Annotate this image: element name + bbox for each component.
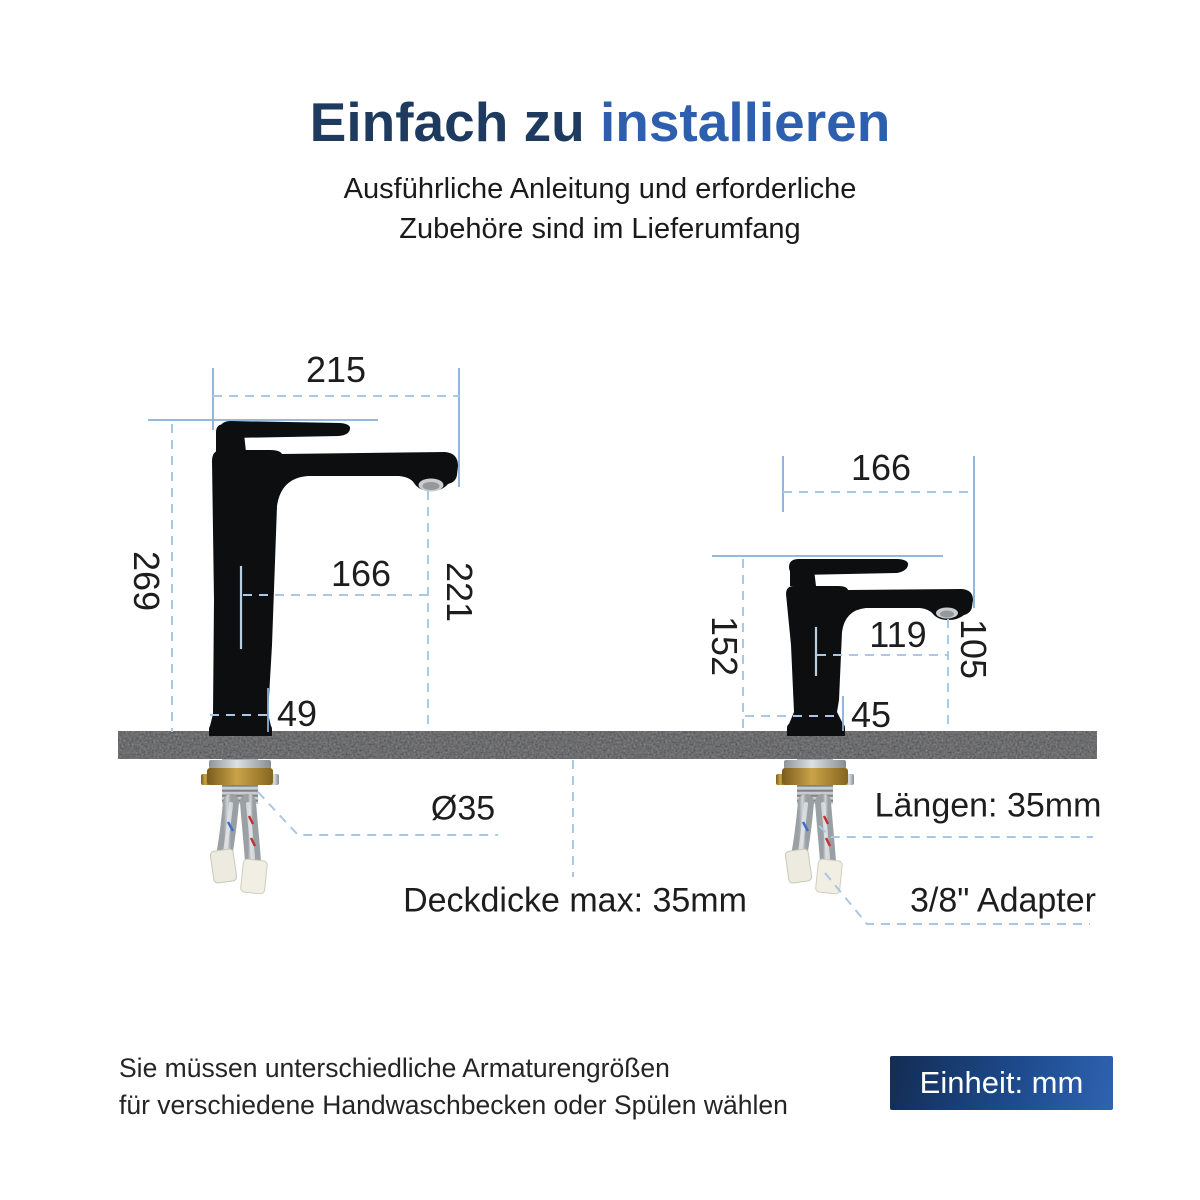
- short-spout-reach-label: 119: [869, 614, 927, 655]
- tall-spout-height-label: 221: [439, 561, 480, 623]
- tall-top-width-label: 215: [305, 349, 367, 390]
- subtitle-line-1: Ausführliche Anleitung und erforderliche: [343, 173, 857, 205]
- footer-note-line-1: Sie müssen unterschiedliche Armaturengrößen: [119, 1053, 670, 1083]
- footer-note: [119, 1050, 788, 1124]
- mounting-hardware-short-faucet: [776, 750, 854, 894]
- unit-badge: Einheit: mm: [890, 1056, 1113, 1110]
- deck-thickness-label: Deckdicke max: 35mm: [403, 881, 747, 920]
- tall-spout-reach-label: 166: [330, 553, 392, 594]
- footer-note-line-2: für verschiedene Handwaschbecken oder Spülen wählen: [119, 1090, 788, 1120]
- adapter-label: 3/8" Adapter: [910, 881, 1096, 920]
- hose-length-label: Längen: 35mm: [874, 786, 1102, 825]
- title-dark-part: Einfach zu: [309, 91, 600, 153]
- title-accent-part: installieren: [599, 91, 891, 153]
- tall-base-width-label: 49: [276, 693, 318, 734]
- short-top-width-label: 166: [850, 447, 912, 488]
- hole-diameter-label: Ø35: [430, 789, 496, 828]
- subtitle-line-2: Zubehöre sind im Lieferumfang: [399, 213, 801, 245]
- tall-total-height-label: 269: [126, 550, 167, 612]
- short-total-height-label: 152: [704, 615, 745, 677]
- mounting-hardware-tall-faucet: [201, 750, 279, 894]
- short-base-width-label: 45: [850, 694, 892, 735]
- short-spout-height-label: 105: [953, 618, 994, 680]
